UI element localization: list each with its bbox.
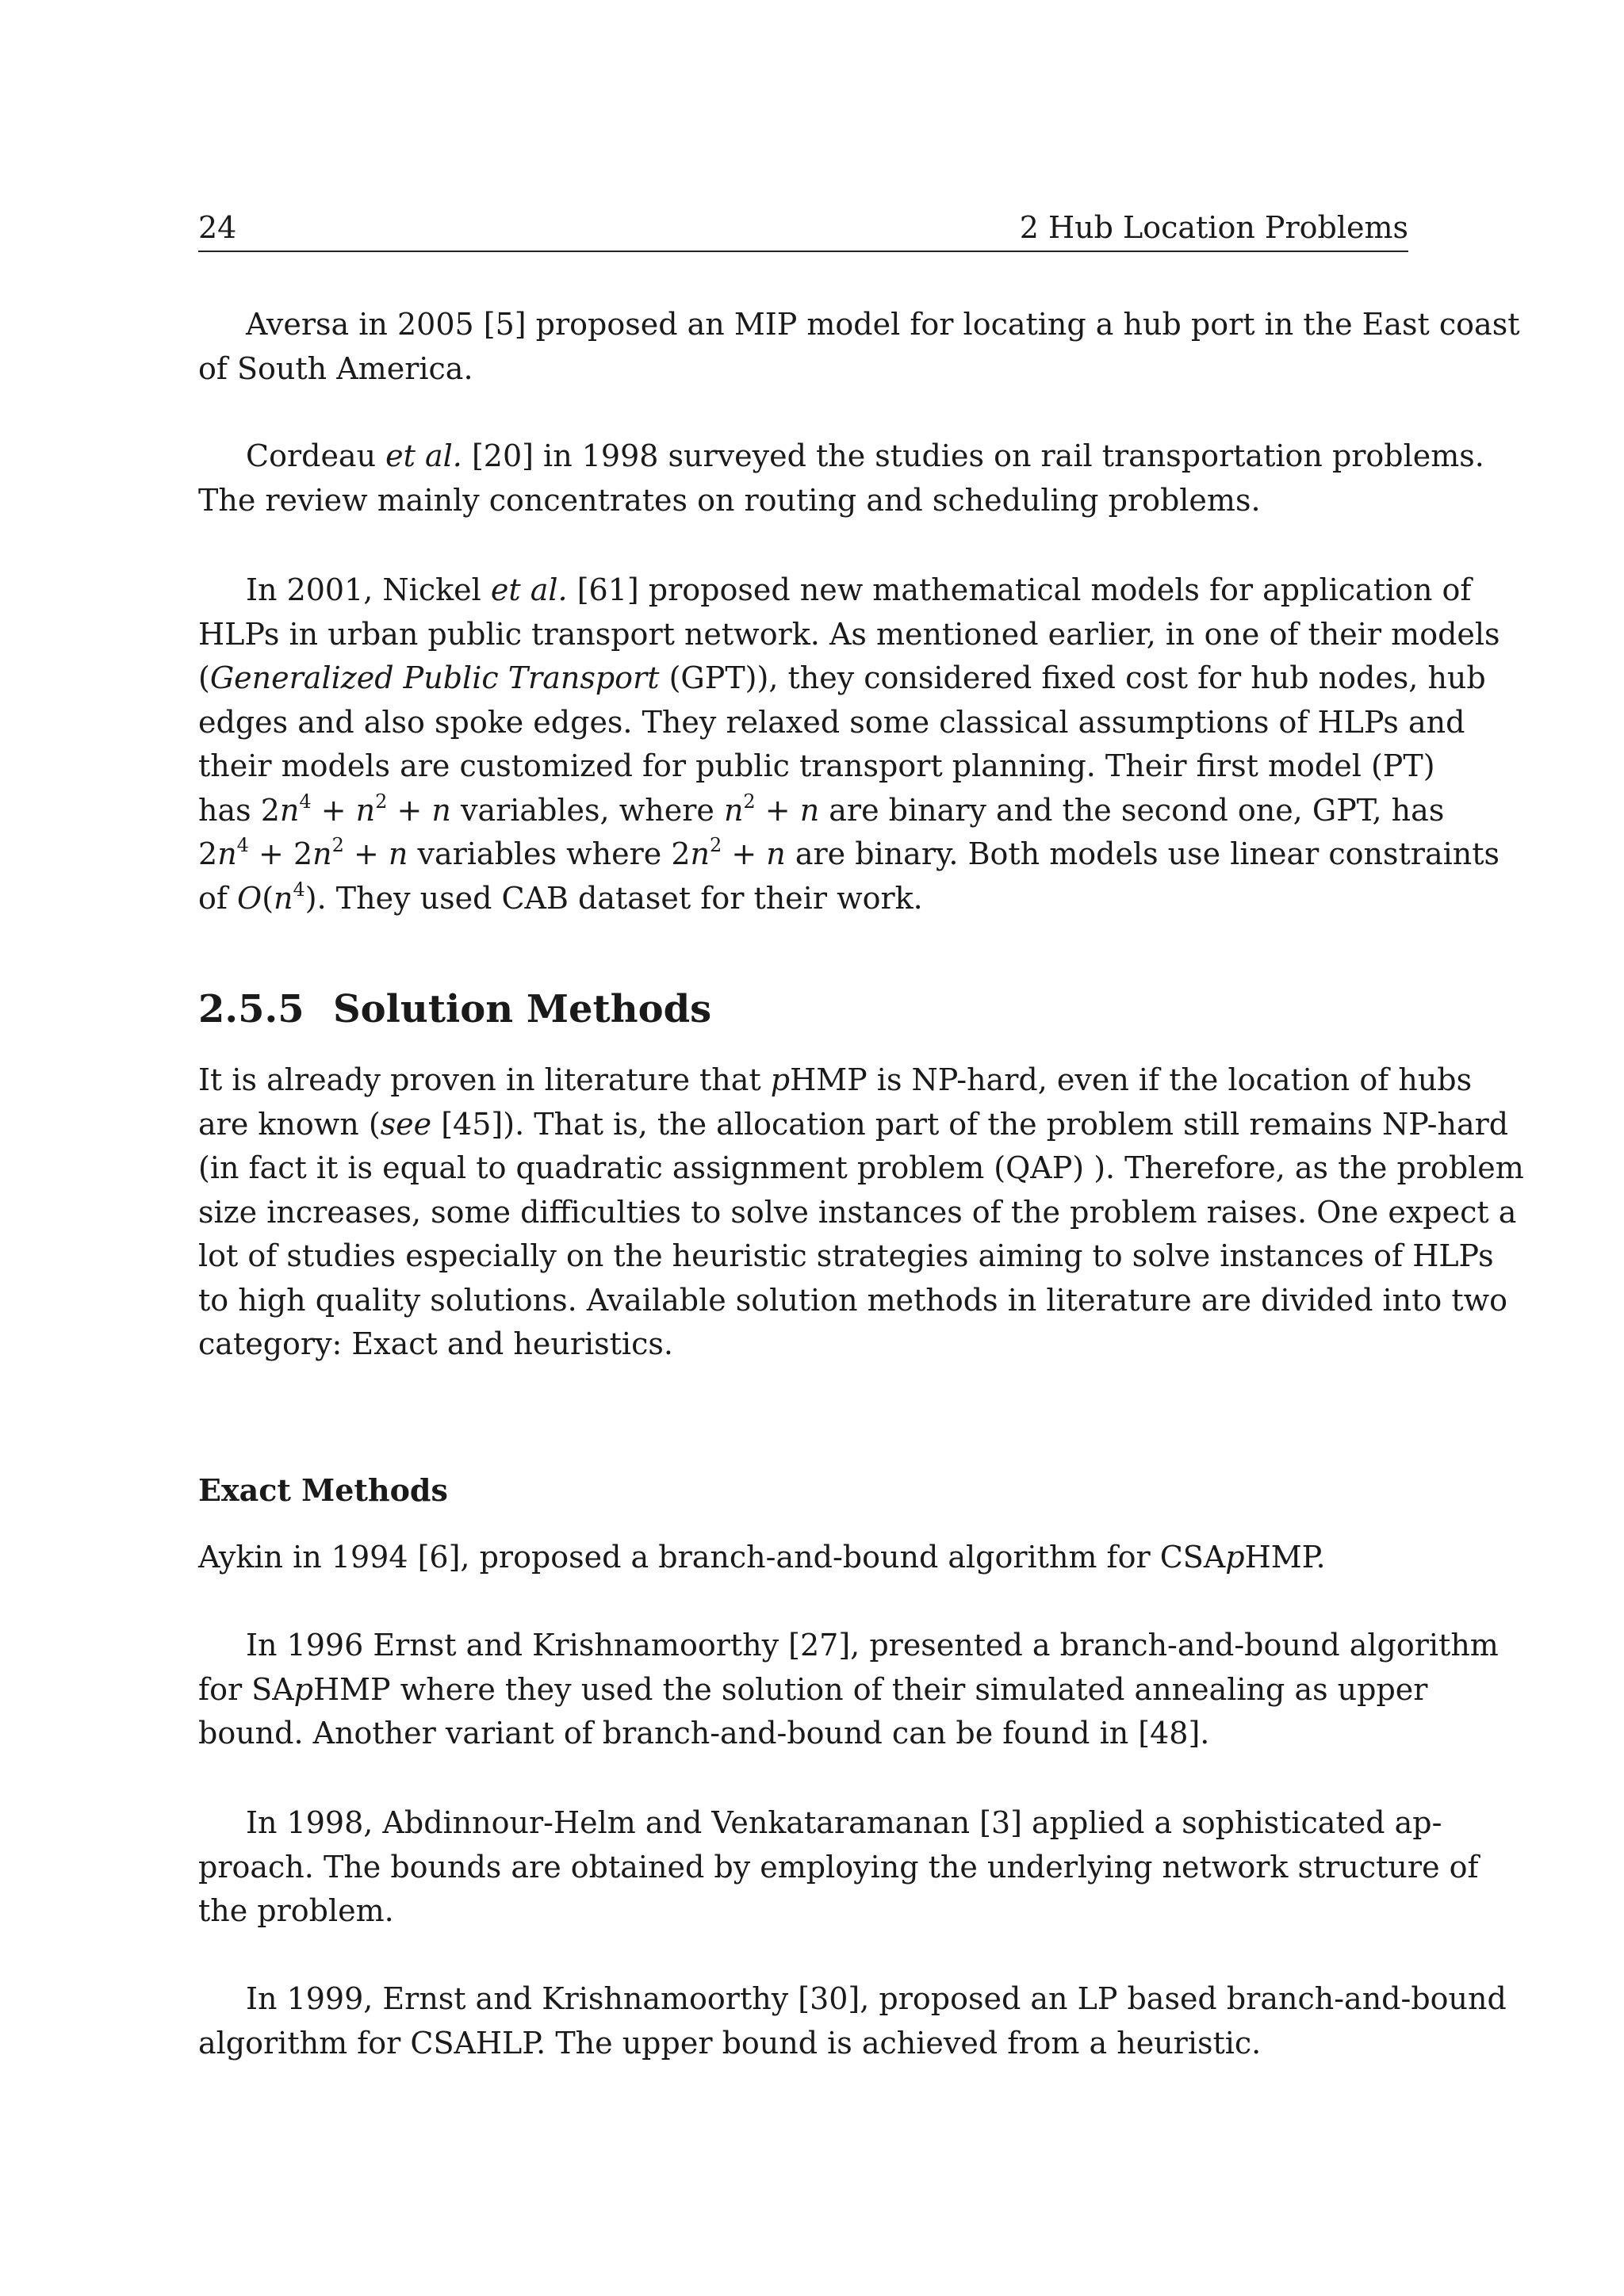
chapter-title: 2 Hub Location Problems — [1019, 210, 1408, 245]
section-title: Solution Methods — [333, 987, 712, 1031]
paragraph-aykin: Aykin in 1994 [6], proposed a branch-and-bound algorithm for CSApHMP. — [198, 1540, 1326, 1575]
section-number: 2.5.5 — [198, 987, 304, 1031]
paragraph-cordeau: Cordeau et al. [20] in 1998 surveyed the studies on rail transportation problems. The review mainly concentrates on routing and scheduling problems. — [198, 438, 1484, 518]
paragraph-ernst-1999: In 1999, Ernst and Krishnamoorthy [30], proposed an LP based branch-and-bound algorithm for CSAHLP. The upper bound is achieved from a heuristic. — [198, 1981, 1507, 2061]
paragraph-ernst-1996: In 1996 Ernst and Krishnamoorthy [27], presented a branch-and-bound algorithm for SApHMP where they used the solution of their simulated annealing as upper bound. Another variant of branch-and-bound can be found in [48]. — [198, 1628, 1499, 1751]
formula-line-gpt: $2n^4 + 2n^2 + n$ variables where $2n^2 + n$ are binary. Both models use linear constraints — [198, 834, 1500, 871]
subsection-heading: Exact Methods — [198, 1472, 448, 1508]
section-heading — [198, 985, 711, 1033]
paragraph-abdinnour: In 1998, Abdinnour-Helm and Venkataramanan [3] applied a sophisticated ap- proach. The bounds are obtained by employing the underlying network structure of the problem. — [198, 1805, 1479, 1928]
paragraph-aversa: Aversa in 2005 [5] proposed an MIP model for locating a hub port in the East coast of South America. — [198, 307, 1520, 386]
paragraph-nickel: In 2001, Nickel et al. [61] proposed new mathematical models for application of HLPs in urban public transport network. As mentioned earlier, in one of their models (Generalized Public Transport (GPT)), they considered fixed cost for hub nodes, hub edges and also spoke edges. They relaxed some classical assumptions of HLPs and their models are customized for public transport planning. Their first model (PT) has $2n^4 + n^2 + n$ variables, where $n^2 + n$ are binary and the second one, GPT, has $2n^4 + 2n^2 + n$ variables where $2n^2 + n$ are binary. Both models use linear constraints of $O(n^4)$. They used CAB dataset for their work. — [198, 572, 1500, 916]
paragraph-solution-methods: It is already proven in literature that pHMP is NP-hard, even if the location of hubs are known (see [45]). That is, the allocation part of the problem still remains NP-hard (in fact it is equal to quadratic assignment problem (QAP) ). Therefore, as the problem size increases, some difficulties to solve instances of the problem raises. One expect a lot of studies especially on the heuristic strategies aiming to solve instances of HLPs to high quality solutions. Available solution methods in literature are divided into two category: Exact and heuristics. — [198, 1062, 1524, 1361]
running-header — [198, 205, 1408, 252]
page-number: 24 — [198, 210, 237, 245]
formula-line-pt: has $2n^4 + n^2 + n$ variables, where $n^2 + n$ are binary and the second one, GPT, has — [198, 790, 1445, 828]
